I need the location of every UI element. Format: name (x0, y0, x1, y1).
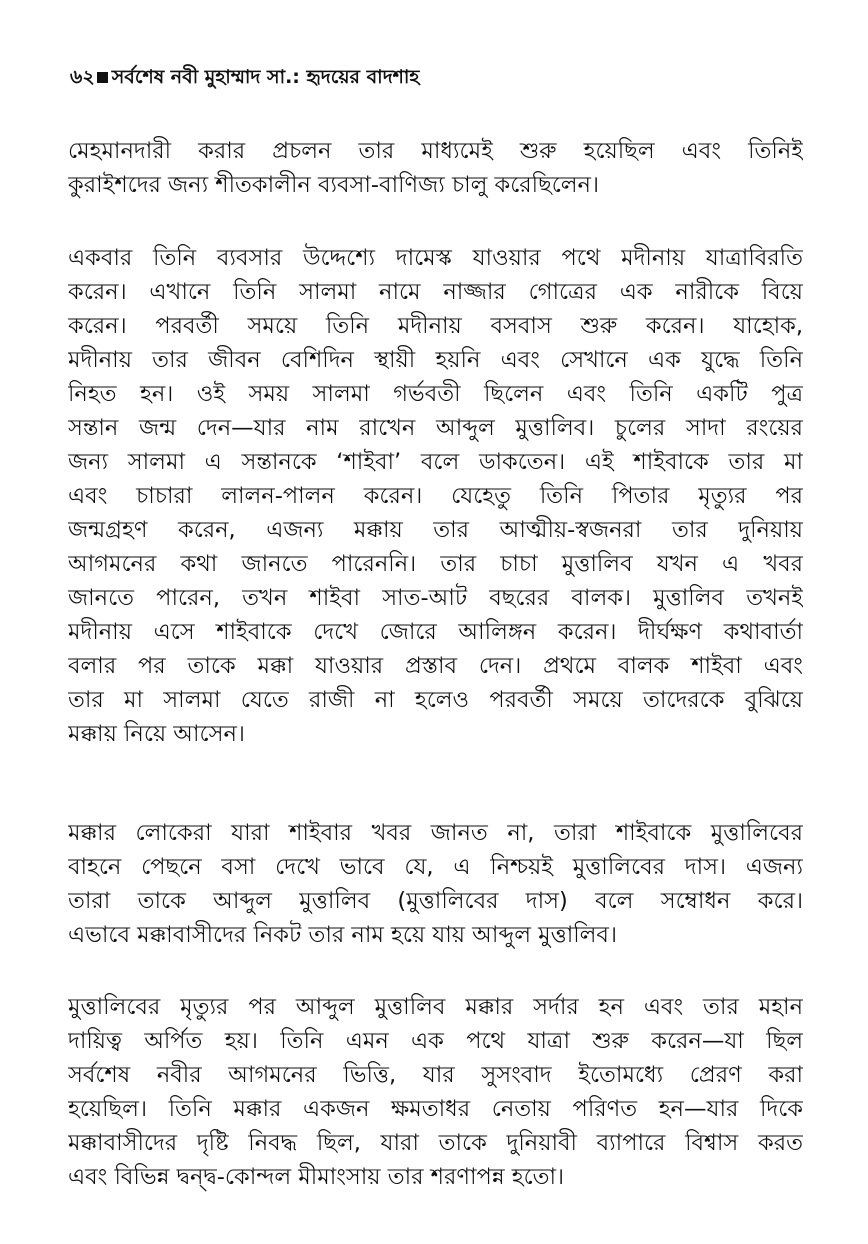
text-line: বাহনে পেছনে বসা দেখে ভাবে যে, এ নিশ্চয়ই মুত্তালিবের দাস। এজন্য (68, 854, 803, 880)
text-line: করেন। পরবর্তী সময়ে তিনি মদীনায় বসবাস শুরু করেন। যাহোক, (68, 313, 803, 339)
text-line: মেহমানদারী করার প্রচলন তার মাধ্যমেই শুরু হয়েছিল এবং তিনিই (68, 138, 803, 164)
book-title: সর্বশেষ নবী মুহাম্মাদ সা.: হৃদয়ের বাদশাহ (111, 66, 420, 88)
text-line: এবং বিভিন্ন দ্বন্দ্ব-কোন্দল মীমাংসায় তার শরণাপন্ন হতো। (68, 1164, 565, 1190)
text-line: দায়িত্ব অর্পিত হয়। তিনি এমন এক পথে যাত্রা শুরু করেন—যা ছিল (68, 1028, 803, 1054)
paragraph (68, 816, 803, 952)
paragraph (68, 990, 803, 1194)
text-line: মদীনায় এসে শাইবাকে দেখে জোরে আলিঙ্গন করেন। দীর্ঘক্ষণ কথাবার্তা (68, 619, 803, 645)
page-number: ৬২ (70, 66, 95, 88)
text-line: করেন। এখানে তিনি সালমা নামে নাজ্জার গোত্রের এক নারীকে বিয়ে (68, 279, 803, 305)
text-line: আগমনের কথা জানতে পারেননি। তার চাচা মুত্তালিব যখন এ খবর (68, 551, 803, 577)
text-line: মুত্তালিবের মৃত্যুর পর আব্দুল মুত্তালিব মক্কার সর্দার হন এবং তার মহান (68, 994, 803, 1020)
text-line: মক্কায় নিয়ে আসেন। (68, 721, 245, 747)
paragraph (68, 134, 803, 202)
text-line: তার মা সালমা যেতে রাজী না হলেও পরবর্তী সময়ে তাদেরকে বুঝিয়ে (68, 687, 803, 713)
running-header (70, 64, 790, 90)
text-line: তারা তাকে আব্দুল মুত্তালিব (মুত্তালিবের দাস) বলে সম্বোধন করে। (68, 888, 803, 914)
text-line: সন্তান জন্ম দেন—যার নাম রাখেন আব্দুল মুত্তালিব। চুলের সাদা রংয়ের (68, 415, 803, 441)
text-line: মক্কাবাসীদের দৃষ্টি নিবদ্ধ ছিল, যারা তাকে দুনিয়াবী ব্যাপারে বিশ্বাস করত (68, 1130, 803, 1156)
text-line: জন্য সালমা এ সন্তানকে ‘শাইবা’ বলে ডাকতেন। এই শাইবাকে তার মা (68, 449, 803, 475)
text-line: এভাবে মক্কাবাসীদের নিকট তার নাম হয়ে যায় আব্দুল মুত্তালিব। (68, 922, 617, 948)
text-line: মক্কার লোকেরা যারা শাইবার খবর জানত না, তারা শাইবাকে মুত্তালিবের (68, 820, 803, 846)
text-line: সর্বশেষ নবীর আগমনের ভিত্তি, যার সুসংবাদ ইতোমধ্যে প্রেরণ করা (68, 1062, 803, 1088)
text-line: জন্মগ্রহণ করেন, এজন্য মক্কায় তার আত্মীয়-স্বজনরা তার দুনিয়ায় (68, 517, 803, 543)
text-line: একবার তিনি ব্যবসার উদ্দেশ্যে দামেস্ক যাওয়ার পথে মদীনায় যাত্রাবিরতি (68, 245, 803, 271)
text-line: বলার পর তাকে মক্কা যাওয়ার প্রস্তাব দেন। প্রথমে বালক শাইবা এবং (68, 653, 803, 679)
text-line: জানতে পারেন, তখন শাইবা সাত-আট বছরের বালক। মুত্তালিব তখনই (68, 585, 803, 611)
text-line: মদীনায় তার জীবন বেশিদিন স্থায়ী হয়নি এবং সেখানে এক যুদ্ধে তিনি (68, 347, 803, 373)
paragraph (68, 241, 803, 751)
text-line: কুরাইশদের জন্য শীতকালীন ব্যবসা-বাণিজ্য চালু করেছিলেন। (68, 172, 600, 198)
text-line: হয়েছিল। তিনি মক্কার একজন ক্ষমতাধর নেতায় পরিণত হন—যার দিকে (68, 1096, 803, 1122)
header-square-bullet (97, 72, 108, 83)
text-line: এবং চাচারা লালন-পালন করেন। যেহেতু তিনি পিতার মৃত্যুর পর (68, 483, 803, 509)
text-line: নিহত হন। ওই সময় সালমা গর্ভবতী ছিলেন এবং তিনি একটি পুত্র (68, 381, 803, 407)
